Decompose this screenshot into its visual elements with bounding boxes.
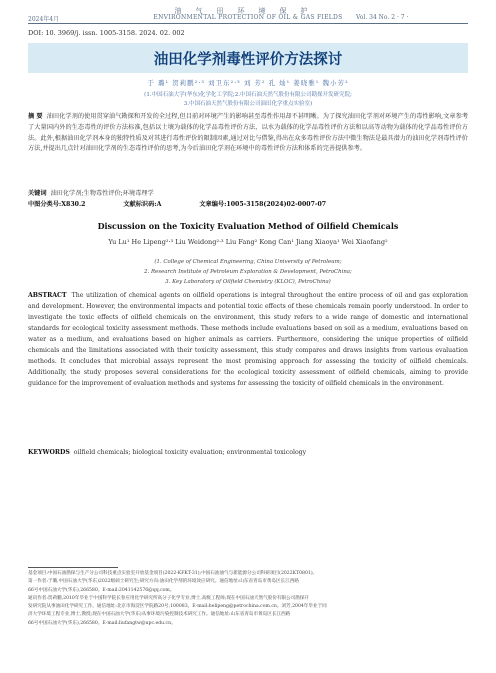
title-en: Discussion on the Toxicity Evaluation Method of Oilfield Chemicals — [97, 221, 399, 231]
classification-row — [28, 199, 468, 208]
keywords-en-label: KEYWORDS — [28, 449, 70, 456]
footnotes — [28, 570, 468, 628]
footnote-divider — [28, 567, 118, 568]
issue-date: 2024年4月 — [28, 16, 60, 23]
clc-number: 中图分类号:X830.2 — [28, 201, 86, 208]
keywords-en-text: oilfield chemicals; biological toxicity evaluation; environmental toxicology — [73, 449, 307, 456]
journal-name-cn: 油气田环境保护 — [174, 7, 322, 15]
abstract-en-text: The utilization of chemical agents on oilfield operations is integral throughout the entire process of oil and gas exploration and development. However, the environmental impacts and potential toxic effects of these chemicals remain poorly understood. In order to investigate the toxic effects of oilfield chemicals on the environment, this study refers to a wide range of domestic and international standards for ecological toxicity assessment methods. These methods include evaluations based on soil as a medium, evaluations based on water as a medium, and evaluations based on higher animals as carriers. Furthermore, considering the unique properties of oilfield chemicals and the limitations associated with their toxicity assessment, this study compares and draws insights from various evaluation methods. It concludes that microbial assays represent the most promising approach for assessing the toxicity of oilfield chemicals. Additionally, the study proposes several considerations for the ecological toxicity assessment of oilfield chemicals, aiming to provide guidance for the improvement of evaluation methods and systems for assessing the toxicity of oilfield chemicals in the environment. — [28, 292, 468, 387]
footnote-line: 第一作者:于璐,中国石油大学(华东)2022级硕士研究生;研究方向:油田化学剂的环境效应研究。通信地址:山东省青岛市黄岛区长江西路 — [28, 579, 299, 585]
journal-name-en: ENVIRONMENTAL PROTECTION OF OIL & GAS FIELDS — [153, 14, 343, 21]
footnote-line: 通讯作者:贺莉鹏,2010年毕业于中国科学院长春应用化学研究所高分子化学专业,博士,高级工程师;现在中国石油天然气股份有限公司勘探开 — [28, 595, 310, 601]
affiliation-en — [0, 257, 496, 287]
doi[interactable]: DOI: 10. 3969/j. issn. 1005-3158. 2024. 02. 002 — [28, 29, 185, 37]
abstract-en-label: ABSTRACT — [28, 292, 67, 299]
footnote-line: 济大学环境工程专业,博士,教授;现在中国石油大学(华东)从事环境污染控制技术研究工作。通信地址:山东省青岛市黄岛区长江西路 — [28, 612, 291, 618]
document-code: 文献标识码:A — [123, 201, 162, 208]
footnote-line: 基金项目:中国石油勘探与生产分公司科技重点实验室开放基金项目(2022-KFKT-31);中国石油油气与新能源分公司科研项目(2022KT0801)。 — [28, 571, 318, 576]
keywords-cn-text: 油田化学剂;生物毒性评价;环境毒理学 — [50, 190, 154, 197]
title-cn: 油田化学剂毒性评价方法探讨 — [153, 52, 343, 68]
abstract-cn-text: 油田化学剂的使用贯穿油气勘探和开发的全过程,但目前对环境产生的影响甚至毒性作用却不甚明晰。为了探究油田化学剂对环境产生的毒性影响,文章参考了大量国内外的生态毒性的评价方法标准,包括以土壤为载体的化学品毒性评价方法、以水为载体的化学品毒性评价方法和以高等动物为载体的化学品毒性评价方法。此外,根据油田化学剂本身的独特性质及对其进行毒性评价的限制因素,通过对比与借鉴,得出在众多毒性评价方法中微生物法是最具潜力的油田化学剂毒性评价方法,并提出几点针对油田化学剂的生态毒性评价的思考,为今后油田化学剂在环境中的毒性评价方法和体系的完善提供参考。 — [28, 113, 469, 153]
affiliation-en-line: 2. Research Institute of Petroleum Exploration & Development, PetroChina; — [144, 269, 352, 275]
affiliation-cn-line: (1.中国石油大学(华东)化学化工学院;2.中国石油天然气股份有限公司勘探开发研究院; — [144, 92, 352, 98]
affiliation-en-line: 3. Key Laboratory of Oilfield Chemistry (KLOC), PetroChina) — [165, 279, 331, 285]
keywords-en — [28, 449, 468, 456]
affiliation-en-line: (1. College of Chemical Engineering, China University of Petroleum; — [154, 259, 342, 265]
keywords-cn-label: 关键词 — [28, 190, 47, 197]
header-divider — [28, 23, 468, 24]
abstract-cn-label: 摘 要 — [28, 113, 43, 120]
keywords-cn — [28, 188, 154, 197]
abstract-en — [28, 290, 468, 389]
footnote-line: 66号中国石油大学(华东),266580。E-mail:liufangtw@upc.edu.cn。 — [28, 620, 176, 626]
affiliation-cn-line: 3.中国石油天然气股份有限公司油田化学重点实验室) — [183, 101, 313, 107]
authors-en: Yu Lu¹ He Lipeng²·³ Liu Weidong²·³ Liu Fang² Kong Can¹ Jiang Xiaoya¹ Wei Xiaofang² — [108, 238, 388, 246]
footnote-line: 66号中国石油大学(华东),266580。E-mail:2041142576@qq.com。 — [28, 587, 175, 593]
authors-cn: 于 璐¹ 贺莉鹏²·³ 刘卫东²·³ 刘 芳² 孔 灿¹ 姜晓雅¹ 魏小芳² — [147, 79, 349, 87]
volume-page: Vol. 34 No. 2 · 7 · — [356, 14, 409, 21]
article-number: 文章编号:1005-3158(2024)02-0007-07 — [199, 201, 327, 208]
footnote-line: 发研究院从事油田化学研究工作。通信地址:北京市海淀区学院路20号,100083。E-mail:helipeng@petrochina.com.cn。刘芳,2004年毕业于同 — [28, 604, 327, 610]
abstract-cn — [28, 112, 468, 155]
